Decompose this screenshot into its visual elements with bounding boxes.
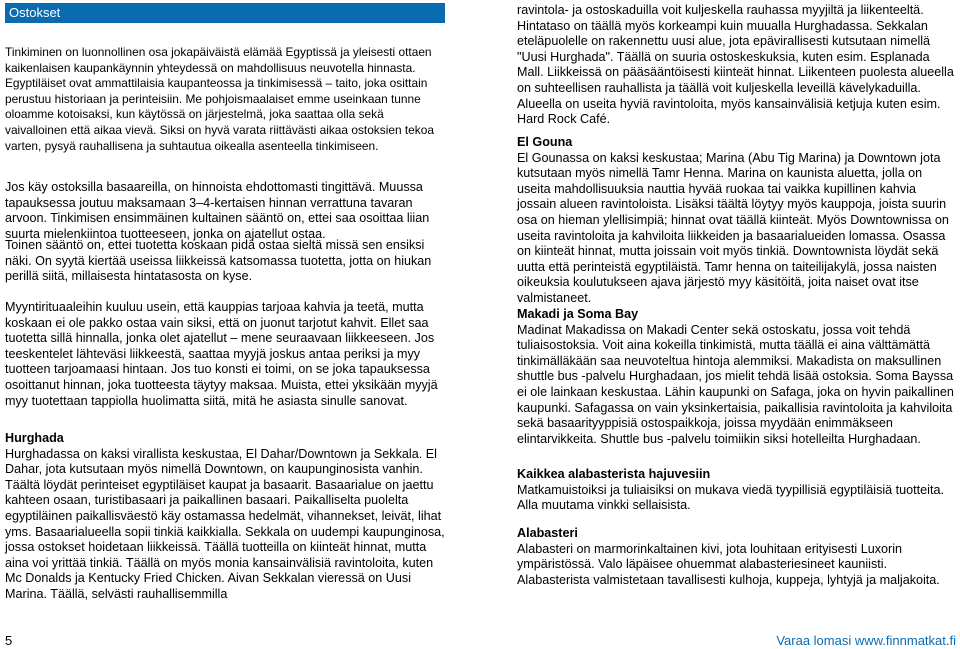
second-rule-paragraph: Toinen sääntö on, ettei tuotetta koskaan pidä ostaa sieltä missä sen ensiksi näki. On syytä kiertää useissa liikkeissä katsomassa tuotetta, jotta on hiukan perillä siitä, millaisesta hintatasosta on kyse. bbox=[5, 238, 432, 284]
el-gouna-text: El Gounassa on kaksi keskustaa; Marina (Abu Tig Marina) ja Downtown jota kutsutaan myös nimellä Tamr Henna. Marina on kaunista aluetta, jolla on useita mahdollisuuksia nauttia hyvää ruokaa tai vaikka kupillinen kahvia jossain alueen ravintoloista. Lisäksi täältä löytyy myös kauppoja, joista suurin osa on hieman ylellisimpiä; hinnat ovat täällä kiinteät. Myös Downtownissa on useita ravintoloita ja kahviloita liikkeiden ja basaarialueiden lomassa. Osassa on kiinteät hinnat, mutta joissain voit myös tinkiä. Downtownista löydät sekä uutta että perinteistä egyptiläistä. Tamr henna on taiteilijakylä, jossa naisten oikeuksia koulutukseen ajava järjestö myy käsitöitä, joita naiset ovat itse valmistaneet. bbox=[517, 150, 949, 305]
sales-ritual-paragraph: Myyntirituaaleihin kuuluu usein, että kauppias tarjoaa kahvia ja teetä, mutta koskaan ei ole pakko ostaa vain siksi, että on juonut tarjotut kahvit. Ellet saa tuotetta sillä hinnalla, jonka olet ajatellut – mene seuraavaan liikkeeseen. Jos teeskentelet lähteväsi liikkeestä, saattaa myyjä joskus antaa periksi ja myy tuotteen tarjoamaasi hintaan. Jos tuo konsti ei toimi, on se joka tapauksessa osoittanut hinnan, joka tuotteesta täytyy maksaa. Muista, ettei yksikään myyjä myy tuotettaan tappiolla huolimatta siitä, mitä he asiasta sinulle sanovat. bbox=[5, 300, 438, 408]
page-number: 5 bbox=[5, 633, 13, 648]
hurghada-text: Hurghadassa on kaksi virallista keskustaa, El Dahar/Downtown ja Sekkala. El Dahar, jota kutsutaan myös nimellä Downtown, on kaupunginosista vanhin. Täältä löydät perinteiset egyptiläiset kaupat ja basaarit. Basaarialue on jaettu kahteen osaan, turistibasaari ja paikallinen basaari. Paikalliselta puolelta egyptiläinen paikallisväestö käy ostamassa hedelmät, vihannekset, leivät, lihat yms. Basaarialueella sopii tinkiä kaikkialla. Sekkala on uudempi kaupunginosa, jossa ostokset hoidetaan liikkeissä. Täällä tuotteilla on kiinteät hinnat, mutta aina voi yrittää tinkiä. Täällä on myös monia kansainvälisiä ravintoloita, kuten Mc Donalds ja Kentucky Fried Chicken. Aivan Sekkalan vieressä on Uusi Marina. Täällä, selvästi rauhallisemmilla bbox=[5, 446, 445, 601]
hurghada-section bbox=[5, 431, 445, 603]
section-title: Ostokset bbox=[9, 5, 61, 20]
makadi-section bbox=[517, 307, 957, 447]
el-gouna-heading: El Gouna bbox=[517, 135, 573, 149]
bargaining-paragraph: Jos käy ostoksilla basaareilla, on hinnoista ehdottomasti tingittävä. Muussa tapauksessa joutuu maksamaan 3–4-kertaisen hinnan verrattuna tavaran arvoon. Tinkimisen ensimmäinen kultainen sääntö on, ettei saa osoittaa liian suurta mielenkiintoa tuotteeseen, jonka on ajatellut ostaa. bbox=[5, 180, 430, 241]
souvenirs-text: Matkamuistoiksi ja tuliaisiksi on mukava viedä tyypillisiä egyptiläisiä tuotteita. Alla muutama vinkki sellaisista. bbox=[517, 482, 944, 513]
makadi-heading: Makadi ja Soma Bay bbox=[517, 307, 639, 321]
section-header-band bbox=[5, 3, 445, 23]
souvenirs-section bbox=[517, 467, 957, 514]
makadi-text: Madinat Makadissa on Makadi Center sekä ostoskatu, jossa voit tehdä tuliaisostoksia. Voit aina kokeilla tinkimistä, mutta täällä ei aina välttämättä tinkimälläkään saa neuvoteltua hintoja alemmiksi. Makadista on maksullinen shuttle bus -palvelu Hurghadaan, jos mielit tehdä lisää ostoksia. Soma Bayssa ei ole lainkaan keskustaa. Lähin kaupunki on Safaga, joka on hyvin paikallinen kaupunki. Safagassa on vain yksinkertaisia, paikallisia ravintoloita ja kahviloita sekä basaarityyppisiä ostospaikkoja, joissa myydään enimmäkseen elintarvikkeita. Shuttle bus -palvelu toimiikin siksi hotelleilta Hurghadaan. bbox=[517, 322, 954, 446]
alabaster-text: Alabasteri on marmorinkaltainen kivi, jota louhitaan erityisesti Luxorin ympäristössä. Valo läpäisee ohuemmat alabasteriesineet kauniisti. Alabasterista valmistetaan tavallisesti kulhoja, kuppeja, lyhtyjä ja maljakoita. bbox=[517, 541, 940, 587]
intro-paragraph: Tinkiminen on luonnollinen osa jokapäiväistä elämää Egyptissä ja yleisesti ottaen kaikenlaisen kaupankäynnin yhteydessä on mahdollisuus neuvotella hinnasta. Egyptiläiset ovat ammattilaisia kaupanteossa ja tinkimisessä – taito, joka osittain perustuu historiaan ja perinteisiin. Me pohjoismaalaiset emme useinkaan tunne oloamme kotoisaksi, kun käytössä on järjestelmä, joka saattaa olla sekä vaivalloinen että aikaa vievä. Siksi on hyvä varata riittävästi aikaa ostoksien tekoa varten, pysyä rauhallisena ja suhtautua oikealla asenteella tinkimiseen. bbox=[5, 45, 434, 153]
alabaster-heading: Alabasteri bbox=[517, 526, 578, 540]
hurghada-heading: Hurghada bbox=[5, 431, 64, 445]
footer-link[interactable]: Varaa lomasi www.finnmatkat.fi bbox=[776, 633, 956, 648]
hurghada-continued-text: ravintola- ja ostoskaduilla voit kuljeskella rauhassa myyjiltä ja liikenteeltä. Hintataso on täällä myös korkeampi kuin muualla Hurghadassa. Sekkalan eteläpuolelle on rakennettu uusi alue, jota epävirallisesti kutsutaan nimellä "Uusi Hurghada". Täällä on suuria ostoskeskuksia, kuten esim. Esplanada Mall. Liikkeissä on pääsääntöisesti kiinteät hinnat. Liikenteen puolesta alueella on suhteellisen rauhallista ja täällä voit kuljeskella leveillä kävelykaduilla. Alueella on useita hyviä ravintoloita, myös kansainvälisiä ketjuja kuten esim. Hard Rock Café. bbox=[517, 3, 954, 127]
souvenirs-heading: Kaikkea alabasterista hajuvesiin bbox=[517, 467, 711, 481]
el-gouna-section bbox=[517, 135, 957, 307]
alabaster-section bbox=[517, 526, 957, 588]
